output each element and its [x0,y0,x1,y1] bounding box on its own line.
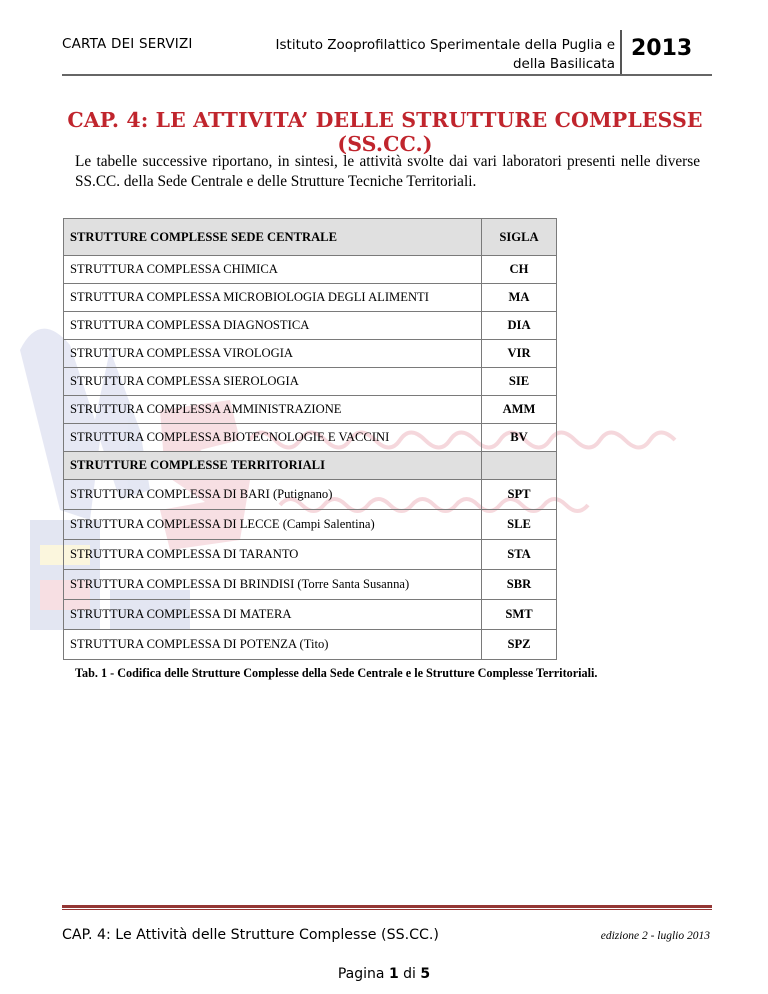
structure-name-cell [64,540,482,570]
footer-edition: edizione 2 - luglio 2013 [600,930,710,942]
chapter-title: CAP. 4: LE ATTIVITA’ DELLE STRUTTURE COMPLESSE (SS.CC.) [67,108,703,156]
header-divider [620,30,622,76]
territorial-header: STRUTTURE COMPLESSE TERRITORIALI [64,452,482,480]
structure-name: STRUTTURA COMPLESSA SIEROLOGIA [70,374,299,388]
structure-name: STRUTTURA COMPLESSA DI BARI [70,487,273,501]
structure-name: STRUTTURA COMPLESSA DI LECCE [70,517,283,531]
structure-name: STRUTTURA COMPLESSA BIOTECNOLOGIE E VACCINI [70,430,390,444]
structures-table-body [64,256,557,660]
table-caption: Tab. 1 - Codifica delle Strutture Complesse della Sede Centrale e le Strutture Complesse Territoriali. [75,666,598,680]
intro-paragraph: Le tabelle successive riportano, in sintesi, le attività svolte dai vari laboratori presenti nelle diverse SS.CC. della Sede Centrale e delle Strutture Tecniche Territoriali. [75,153,700,190]
table-row [64,368,557,396]
page-total: 5 [420,966,431,982]
column-header-code: SIGLA [482,219,557,256]
footer-rule-thin [62,909,712,910]
table-row [64,256,557,284]
structures-table [63,218,557,660]
header-year: 2013 [631,36,693,61]
page-label: Pagina [337,966,389,982]
structure-name: STRUTTURA COMPLESSA DI TARANTO [70,547,299,561]
table-row [64,540,557,570]
table-row [64,340,557,368]
header-document-name: CARTA DEI SERVIZI [62,36,193,52]
table-row [64,424,557,452]
structure-code: SMT [482,600,557,630]
structure-code: SPZ [482,630,557,660]
structure-name: STRUTTURA COMPLESSA DIAGNOSTICA [70,318,310,332]
footer-chapter: CAP. 4: Le Attività delle Strutture Complesse (SS.CC.) [62,927,439,943]
structure-name: STRUTTURA COMPLESSA CHIMICA [70,262,278,276]
structure-location-note: (Torre Santa Susanna) [297,577,410,591]
structure-code: CH [482,256,557,284]
table-row [64,480,557,510]
structure-name: STRUTTURA COMPLESSA DI BRINDISI [70,577,298,591]
structure-code: SPT [482,480,557,510]
table-row [64,312,557,340]
footer-rule [62,905,712,908]
column-header-structure: STRUTTURE COMPLESSE SEDE CENTRALE [64,219,482,256]
structure-name: STRUTTURA COMPLESSA MICROBIOLOGIA DEGLI ALIMENTI [70,290,429,304]
table-row [64,510,557,540]
structure-name-cell [64,510,482,540]
structure-code: SLE [482,510,557,540]
structure-code: STA [482,540,557,570]
structure-name-cell [64,396,482,424]
structure-location-note: (Putignano) [272,487,333,501]
structure-name: STRUTTURA COMPLESSA AMMINISTRAZIONE [70,402,342,416]
header-institute-line-1: Istituto Zooprofilattico Sperimentale della Puglia e [275,37,615,53]
table-header-row [64,219,557,256]
table-row [64,600,557,630]
table-row [64,630,557,660]
structure-name-cell [64,600,482,630]
structure-name-cell [64,256,482,284]
structure-code: MA [482,284,557,312]
structure-location-note: (Campi Salentina) [282,517,375,531]
structure-code: AMM [482,396,557,424]
header-rule [62,74,712,76]
structure-name-cell [64,368,482,396]
territorial-header-row [64,452,557,480]
structure-name-cell [64,340,482,368]
footer-page-number [0,966,768,982]
territorial-header-code-cell [482,452,557,480]
table-row [64,284,557,312]
structure-code: DIA [482,312,557,340]
header-institute-line-2: della Basilicata [512,56,615,72]
structure-name: STRUTTURA COMPLESSA DI MATERA [70,607,292,621]
structure-name-cell [64,480,482,510]
table-row [64,396,557,424]
structure-name: STRUTTURA COMPLESSA VIROLOGIA [70,346,293,360]
header-institute-name [260,36,615,74]
structure-location-note: (Tito) [299,637,329,651]
structure-name-cell [64,312,482,340]
structure-name: STRUTTURA COMPLESSA DI POTENZA [70,637,300,651]
structure-name-cell [64,424,482,452]
structure-name-cell [64,630,482,660]
structure-name-cell [64,284,482,312]
structure-name-cell [64,570,482,600]
structure-code: BV [482,424,557,452]
structure-code: SBR [482,570,557,600]
page-current: 1 [388,966,399,982]
table-row [64,570,557,600]
structure-code: SIE [482,368,557,396]
structure-code: VIR [482,340,557,368]
page-separator: di [398,966,421,982]
